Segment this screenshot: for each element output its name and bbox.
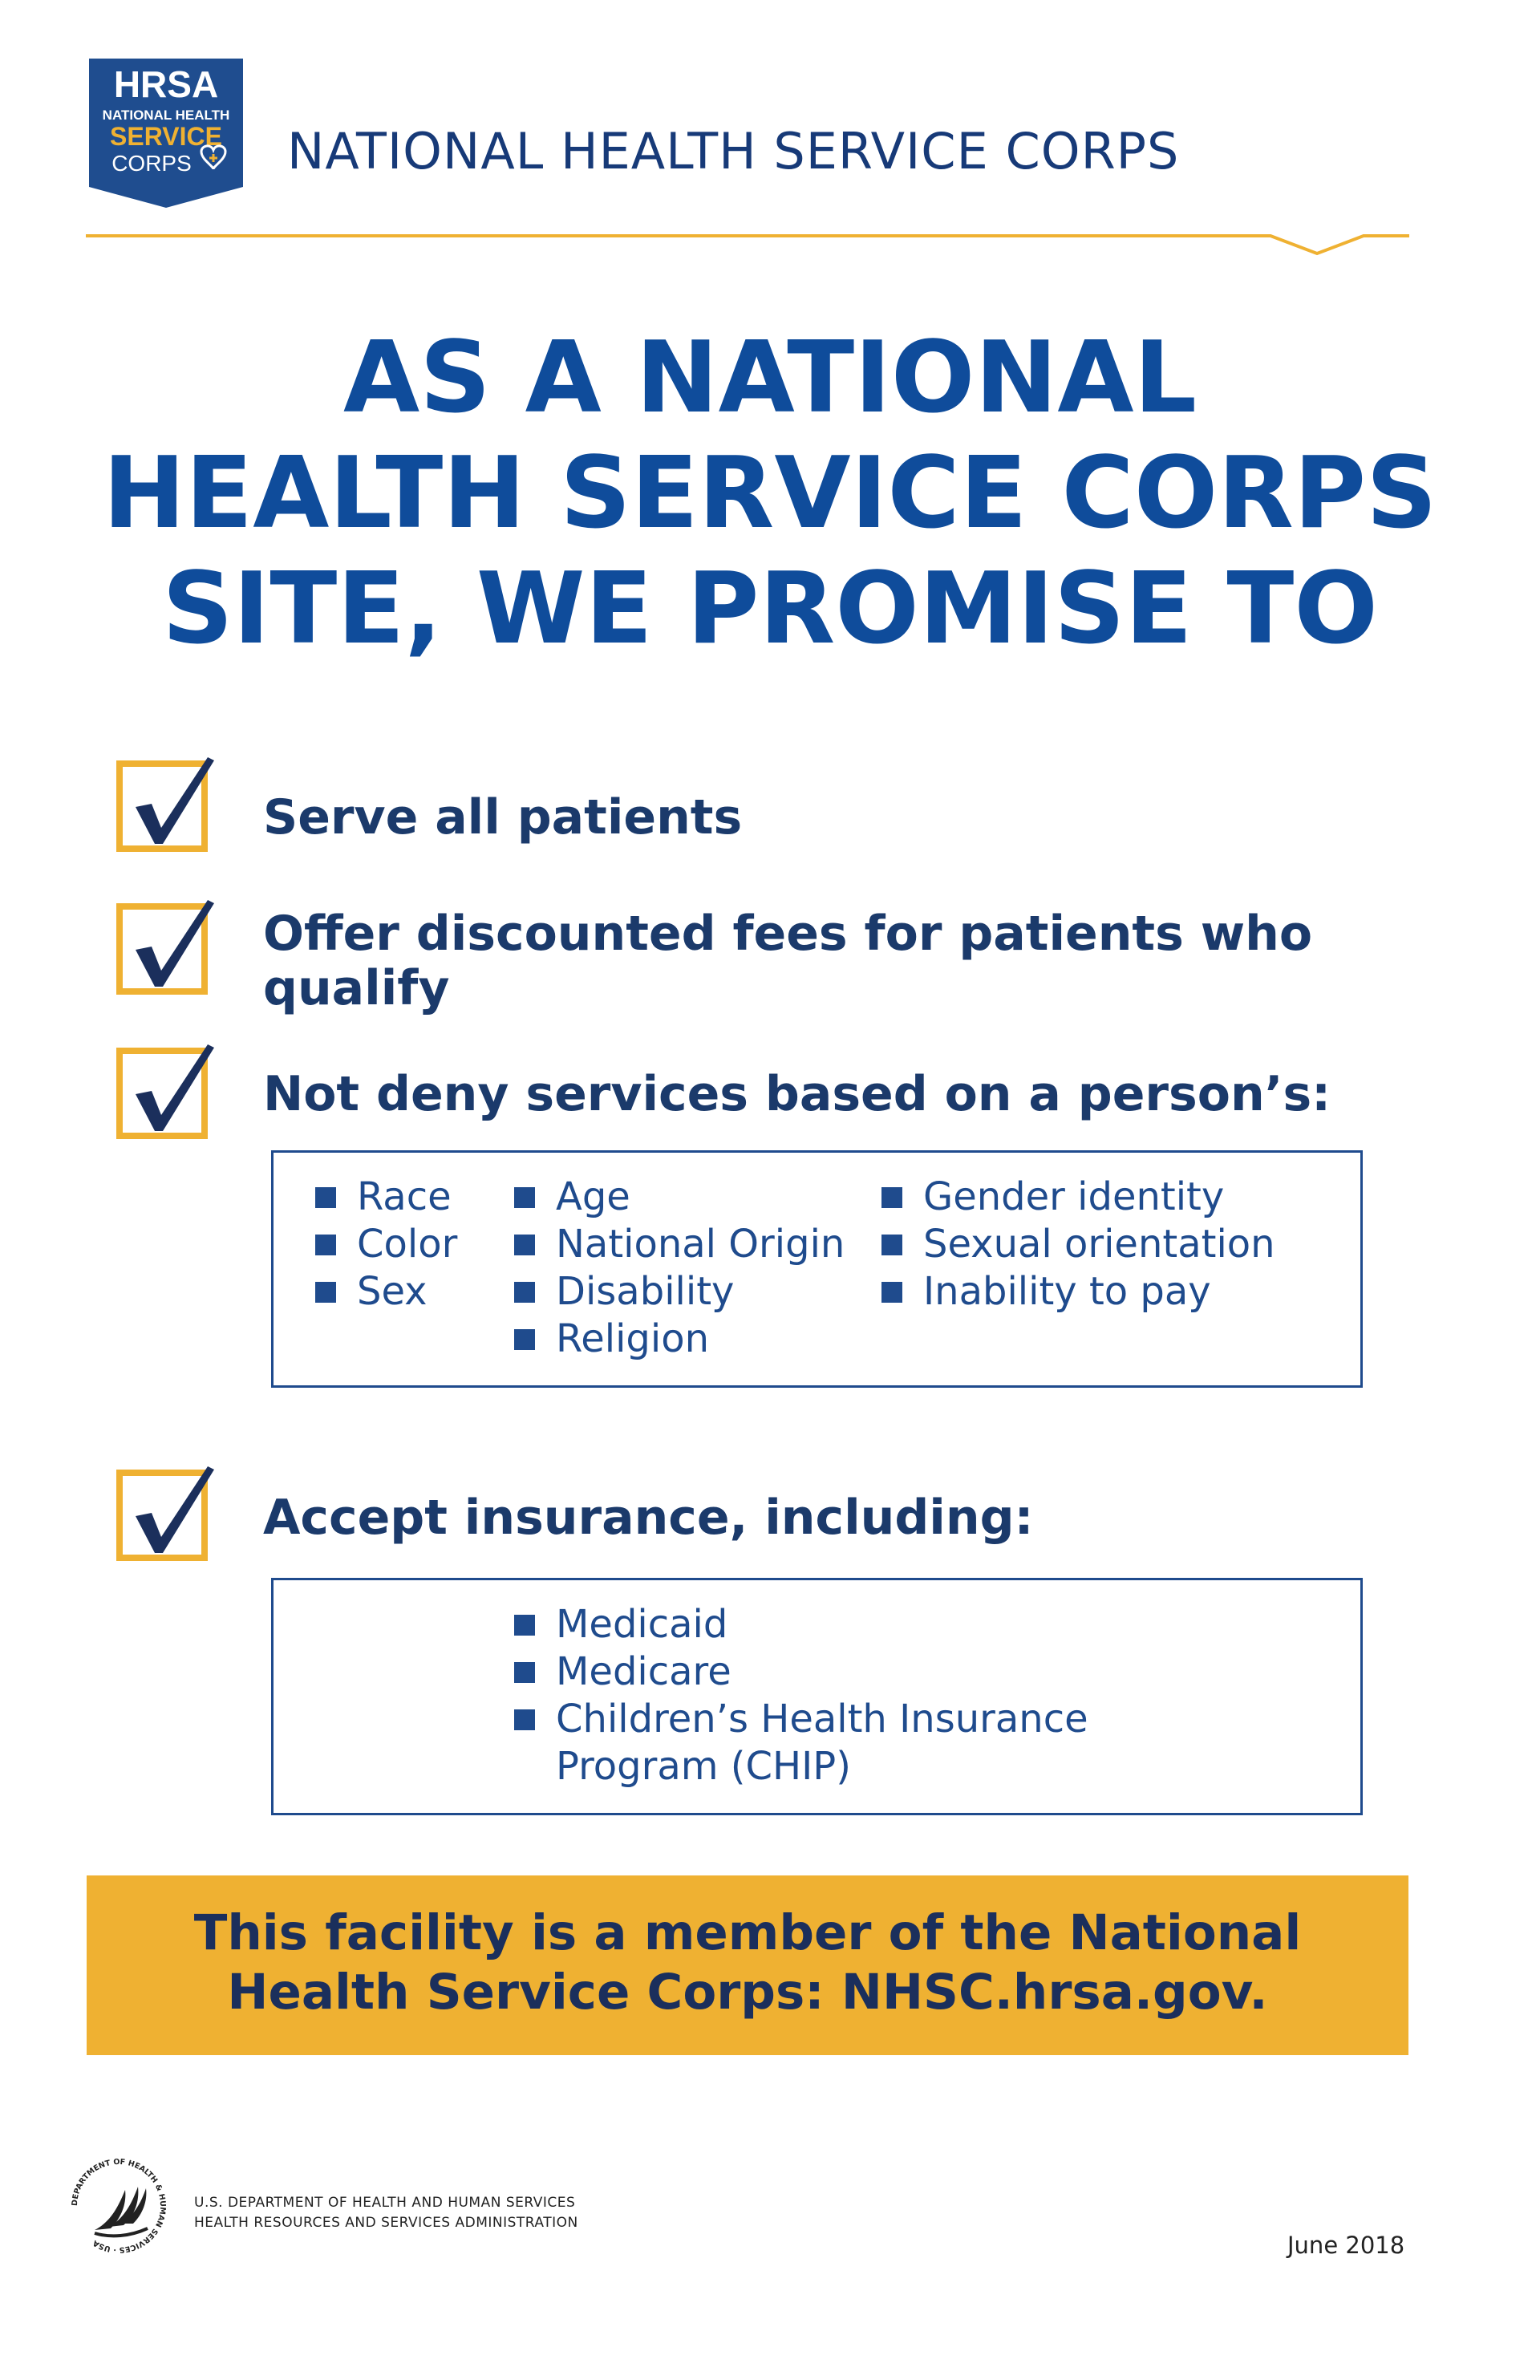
logo-corps-text: CORPS: [111, 151, 192, 176]
headline-line-3: SITE, WE PROMISE TO: [162, 552, 1378, 667]
banner-text: [87, 1904, 1408, 2022]
insurance-box: [271, 1578, 1363, 1815]
bullet-square-icon: [514, 1615, 535, 1636]
bullet-square-icon: [514, 1662, 535, 1683]
insurance-list: [514, 1601, 1088, 1790]
bullet-square-icon: [514, 1187, 535, 1208]
checkbox-checked-icon: [116, 1463, 221, 1567]
list-item: Disability: [514, 1268, 845, 1316]
list-item: [514, 1696, 1088, 1790]
logo-national-health-text: NATIONAL HEALTH: [102, 107, 230, 123]
bullet-square-icon: [315, 1235, 336, 1255]
page-headline: [0, 321, 1540, 667]
promise-discounted-fees-line-1: Offer discounted fees for patients who: [263, 906, 1313, 962]
checkbox-checked-icon: [116, 897, 221, 1001]
list-item: Sex: [315, 1268, 457, 1316]
bullet-square-icon: [881, 1187, 902, 1208]
list-item: Gender identity: [881, 1174, 1275, 1221]
promise-not-deny: Not deny services based on a person’s:: [263, 1066, 1331, 1122]
list-item: Inability to pay: [881, 1268, 1275, 1316]
checkbox-checked-icon: [116, 1041, 221, 1145]
bullet-square-icon: [514, 1235, 535, 1255]
list-item: Medicare: [514, 1648, 1088, 1696]
hrsa-nhsc-logo: [89, 59, 243, 208]
bullet-square-icon: [881, 1235, 902, 1255]
non-discrimination-column-3: [881, 1174, 1275, 1316]
list-item: Age: [514, 1174, 845, 1221]
promise-discounted-fees: [263, 906, 1312, 1016]
membership-banner: [87, 1875, 1408, 2055]
promise-accept-insurance: Accept insurance, including:: [263, 1490, 1034, 1546]
non-discrimination-column-2: [514, 1174, 845, 1363]
header-title: NATIONAL HEALTH SERVICE CORPS: [287, 122, 1180, 180]
headline-line-2: HEALTH SERVICE CORPS: [103, 436, 1437, 551]
bullet-square-icon: [514, 1709, 535, 1730]
checkbox-checked-icon: [116, 754, 221, 858]
list-item: National Origin: [514, 1221, 845, 1268]
seal-text: DEPARTMENT OF HEALTH & HUMAN SERVICES · USA: [70, 2157, 168, 2255]
agency-name: [194, 2193, 578, 2233]
agency-line-2: HEALTH RESOURCES AND SERVICES ADMINISTRATION: [194, 2215, 578, 2231]
banner-line-2: Health Service Corps: NHSC.hrsa.gov.: [227, 1964, 1268, 2021]
list-item: Sexual orientation: [881, 1221, 1275, 1268]
list-item: Religion: [514, 1316, 845, 1363]
list-item: Color: [315, 1221, 457, 1268]
publication-date: June 2018: [1287, 2232, 1405, 2259]
bullet-square-icon: [514, 1282, 535, 1303]
chip-line-1: Children’s Health Insurance: [556, 1697, 1088, 1741]
chip-line-2: Program (CHIP): [556, 1744, 851, 1789]
agency-line-1: U.S. DEPARTMENT OF HEALTH AND HUMAN SERVICES: [194, 2195, 576, 2211]
hhs-seal-logo: [63, 2150, 175, 2262]
headline-line-1: AS A NATIONAL: [343, 321, 1197, 436]
list-item: Race: [315, 1174, 457, 1221]
header-divider: [86, 225, 1409, 265]
logo-service-text: SERVICE: [110, 122, 222, 151]
bullet-square-icon: [514, 1329, 535, 1350]
bullet-square-icon: [881, 1282, 902, 1303]
banner-line-1: This facility is a member of the National: [193, 1904, 1302, 1961]
promise-serve-all: Serve all patients: [263, 789, 743, 845]
non-discrimination-box: [271, 1150, 1363, 1388]
promise-discounted-fees-line-2: qualify: [263, 960, 450, 1016]
list-item: Medicaid: [514, 1601, 1088, 1648]
bullet-square-icon: [315, 1187, 336, 1208]
logo-hrsa-text: HRSA: [113, 63, 219, 105]
bullet-square-icon: [315, 1282, 336, 1303]
non-discrimination-column-1: [315, 1174, 457, 1316]
